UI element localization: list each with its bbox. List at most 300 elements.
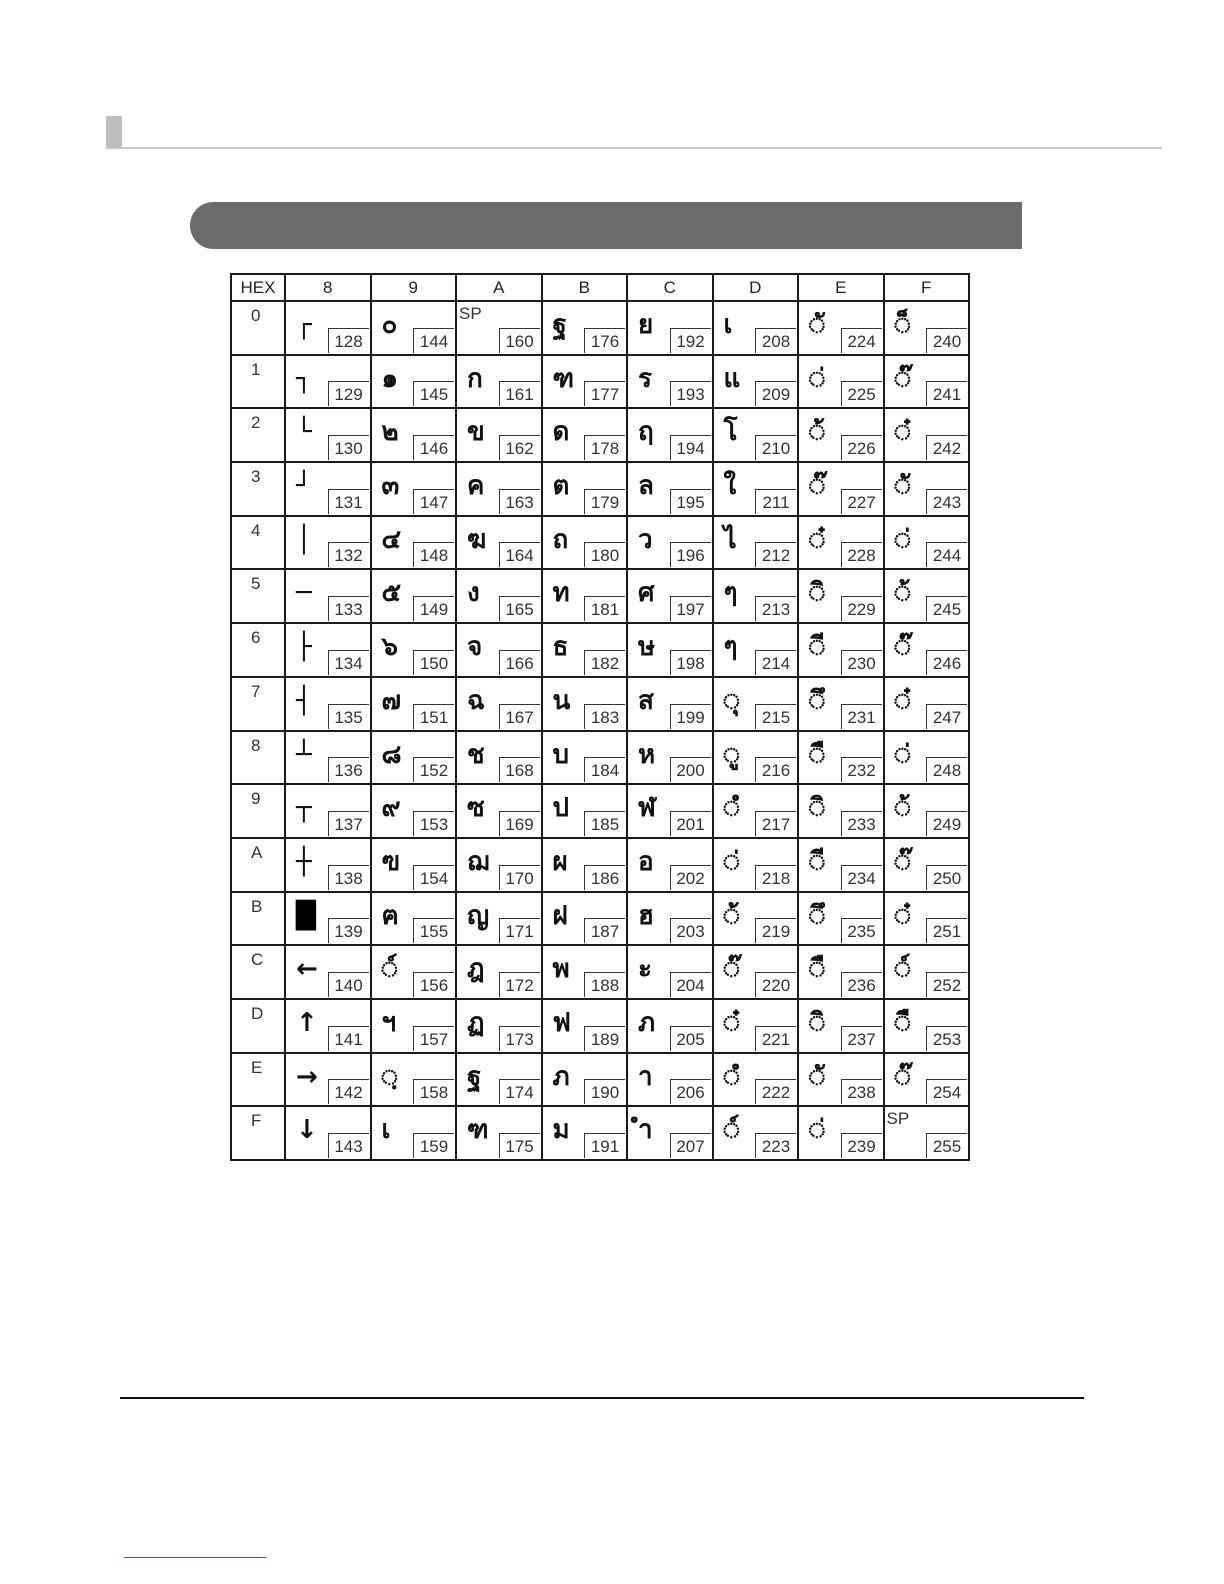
character-glyph: ◌ึ: [809, 900, 825, 931]
code-cell: [713, 623, 799, 677]
row-header: [231, 731, 285, 785]
character-glyph: ๗: [381, 685, 402, 716]
code-cell: [798, 355, 884, 409]
code-cell: [371, 838, 457, 892]
decimal-code: 174: [499, 1079, 540, 1104]
code-cell: [542, 462, 628, 516]
character-glyph: บ: [552, 739, 570, 770]
code-cell: [285, 355, 371, 409]
decimal-code: 224: [841, 328, 882, 353]
character-glyph: ┐: [296, 363, 312, 394]
code-cell: [371, 892, 457, 946]
character-glyph: ◌่: [894, 739, 911, 770]
code-cell: [884, 1106, 970, 1160]
code-cell: [456, 569, 542, 623]
character-glyph: ท: [552, 578, 570, 609]
code-cell: [627, 677, 713, 731]
decimal-code: 187: [584, 918, 625, 943]
character-glyph: ๑: [381, 363, 399, 394]
character-glyph: ◌ุ: [723, 685, 740, 716]
character-glyph: ◌๊: [894, 846, 911, 877]
character-glyph: ┌: [296, 310, 312, 340]
decimal-code: 196: [670, 542, 711, 567]
code-cell: [285, 301, 371, 355]
code-cell: [542, 892, 628, 946]
character-glyph: อ: [638, 846, 654, 877]
decimal-code: 154: [413, 865, 454, 890]
code-cell: [456, 462, 542, 516]
character-glyph: ถ: [552, 524, 569, 555]
character-glyph: แ: [723, 363, 741, 394]
code-cell: [285, 516, 371, 570]
decimal-code: 172: [499, 972, 540, 997]
code-cell: [542, 408, 628, 462]
decimal-code: 184: [584, 757, 625, 782]
decimal-code: 210: [755, 435, 796, 460]
character-glyph: ฝ: [552, 900, 568, 931]
code-cell: [713, 731, 799, 785]
character-glyph: │: [296, 524, 312, 555]
decimal-code: 129: [328, 381, 369, 406]
decimal-code: 190: [584, 1079, 625, 1104]
decimal-code: 139: [328, 918, 369, 943]
character-glyph: ย: [638, 310, 654, 340]
row-header-label: 2: [251, 413, 261, 433]
decimal-code: 167: [499, 704, 540, 729]
character-glyph: ◌ึ: [809, 685, 825, 716]
character-glyph: ภ: [638, 1007, 656, 1038]
character-glyph: ฏ: [467, 1007, 485, 1038]
table-row: [231, 892, 969, 946]
code-cell: [371, 945, 457, 999]
code-cell: [285, 784, 371, 838]
decimal-code: 143: [328, 1133, 369, 1158]
row-header: [231, 945, 285, 999]
code-cell: [542, 677, 628, 731]
character-glyph: ◌ู: [723, 739, 740, 770]
code-cell: [285, 623, 371, 677]
code-cell: [884, 569, 970, 623]
code-cell: [713, 569, 799, 623]
code-cell: [884, 784, 970, 838]
row-header-label: B: [251, 896, 263, 916]
character-glyph: ๙: [381, 793, 401, 824]
decimal-code: 221: [755, 1026, 796, 1051]
code-cell: [798, 731, 884, 785]
decimal-code: 247: [926, 704, 967, 729]
code-cell: [456, 731, 542, 785]
character-glyph: ฐ: [552, 310, 567, 340]
code-cell: [884, 516, 970, 570]
decimal-code: 236: [841, 972, 882, 997]
code-cell: [798, 945, 884, 999]
decimal-code: 145: [413, 381, 454, 406]
character-glyph: ◌่: [809, 363, 825, 394]
decimal-code: 245: [926, 596, 967, 621]
character-glyph: ฅ: [381, 900, 399, 931]
row-header: [231, 784, 285, 838]
character-glyph: ←: [296, 954, 318, 985]
code-cell: [713, 892, 799, 946]
decimal-code: 173: [499, 1026, 540, 1051]
row-header: [231, 892, 285, 946]
decimal-code: 168: [499, 757, 540, 782]
character-glyph: ◌ั: [809, 310, 825, 340]
decimal-code: 180: [584, 542, 625, 567]
code-cell: [627, 355, 713, 409]
decimal-code: 203: [670, 918, 711, 943]
code-cell: [285, 1053, 371, 1107]
code-cell: [371, 355, 457, 409]
character-glyph: ◌้: [894, 793, 911, 824]
code-cell: [713, 1106, 799, 1160]
character-glyph: ฎ: [467, 954, 485, 985]
decimal-code: 246: [926, 650, 967, 675]
decimal-code: 226: [841, 435, 882, 460]
character-glyph: ำ: [638, 1115, 653, 1146]
decimal-code: 216: [755, 757, 796, 782]
decimal-code: 253: [926, 1026, 967, 1051]
character-glyph: ◌ี: [809, 632, 825, 663]
character-glyph: ว: [638, 524, 653, 555]
code-cell: [798, 408, 884, 462]
character-glyph: ญ: [467, 900, 490, 931]
decimal-code: 237: [841, 1026, 882, 1051]
code-cell: [627, 1106, 713, 1160]
decimal-code: 214: [755, 650, 796, 675]
character-glyph: ◌้: [809, 417, 825, 448]
decimal-code: 186: [584, 865, 625, 890]
decimal-code: 156: [413, 972, 454, 997]
code-cell: [371, 623, 457, 677]
code-cell: [542, 838, 628, 892]
row-header: [231, 462, 285, 516]
decimal-code: 220: [755, 972, 796, 997]
code-cell: [542, 1053, 628, 1107]
character-glyph: └: [296, 417, 312, 448]
character-glyph: ◌๊: [894, 363, 911, 394]
decimal-code: 185: [584, 811, 625, 836]
row-header: [231, 569, 285, 623]
row-header-label: 9: [251, 789, 261, 809]
decimal-code: 229: [841, 596, 882, 621]
decimal-code: 211: [755, 489, 796, 514]
character-glyph: ฐ: [467, 1061, 482, 1092]
code-cell: [542, 731, 628, 785]
row-header: [231, 1053, 285, 1107]
code-cell: [798, 838, 884, 892]
character-glyph: ฮ: [638, 900, 654, 931]
decimal-code: 177: [584, 381, 625, 406]
character-glyph: ◌๋: [894, 900, 911, 931]
code-cell: [798, 784, 884, 838]
code-cell: [456, 677, 542, 731]
character-glyph: ↓: [296, 1115, 318, 1146]
decimal-code: 205: [670, 1026, 711, 1051]
character-glyph: จ: [467, 632, 483, 663]
decimal-code: 162: [499, 435, 540, 460]
column-header: F: [884, 274, 970, 301]
column-header: E: [798, 274, 884, 301]
row-header: [231, 623, 285, 677]
decimal-code: 230: [841, 650, 882, 675]
character-glyph: ข: [467, 417, 485, 448]
decimal-code: 198: [670, 650, 711, 675]
decimal-code: 165: [499, 596, 540, 621]
code-cell: [285, 892, 371, 946]
character-glyph: ◌์: [381, 954, 398, 985]
hex-corner-header: HEX: [231, 274, 285, 301]
decimal-code: 171: [499, 918, 540, 943]
code-cell: [456, 516, 542, 570]
code-cell: [285, 945, 371, 999]
code-cell: [627, 999, 713, 1053]
row-header-label: A: [251, 842, 263, 862]
code-cell: [542, 301, 628, 355]
character-glyph: ◌๋: [894, 417, 911, 448]
character-glyph: ◌๋: [809, 524, 825, 555]
code-cell: [371, 1053, 457, 1107]
decimal-code: 215: [755, 704, 796, 729]
decimal-code: 200: [670, 757, 711, 782]
character-glyph: ┘: [296, 471, 312, 502]
row-header: [231, 516, 285, 570]
code-cell: [456, 1053, 542, 1107]
character-glyph: ↑: [296, 1007, 318, 1038]
code-cell: [798, 623, 884, 677]
code-cell: [713, 838, 799, 892]
decimal-code: 249: [926, 811, 967, 836]
code-cell: [798, 1106, 884, 1160]
code-cell: [798, 462, 884, 516]
character-glyph: ฑ: [552, 363, 575, 394]
decimal-code: 155: [413, 918, 454, 943]
row-header-label: F: [251, 1111, 262, 1131]
character-glyph: ฟ: [552, 1007, 571, 1038]
code-cell: [627, 1053, 713, 1107]
decimal-code: 252: [926, 972, 967, 997]
decimal-code: 146: [413, 435, 454, 460]
character-glyph: ฆ: [467, 524, 487, 555]
code-cell: [884, 623, 970, 677]
code-cell: [798, 892, 884, 946]
code-cell: [285, 838, 371, 892]
section-marker: [106, 116, 122, 148]
character-glyph: ◌๋: [723, 1007, 740, 1038]
decimal-code: 152: [413, 757, 454, 782]
code-cell: [713, 462, 799, 516]
code-cell: [542, 516, 628, 570]
decimal-code: 242: [926, 435, 967, 460]
column-header: B: [542, 274, 628, 301]
code-cell: [798, 301, 884, 355]
code-cell: [371, 301, 457, 355]
code-cell: [884, 945, 970, 999]
decimal-code: 195: [670, 489, 711, 514]
character-glyph: ป: [552, 793, 570, 824]
character-glyph: ซ: [467, 793, 485, 824]
row-header-label: 8: [251, 735, 261, 755]
row-header: [231, 677, 285, 731]
decimal-code: 142: [328, 1079, 369, 1104]
code-cell: [285, 999, 371, 1053]
row-header-label: 1: [251, 359, 261, 379]
table-row: [231, 408, 969, 462]
table-row: [231, 945, 969, 999]
code-cell: [713, 516, 799, 570]
decimal-code: 199: [670, 704, 711, 729]
row-header: [231, 838, 285, 892]
table-row: [231, 1053, 969, 1107]
decimal-code: 204: [670, 972, 711, 997]
code-cell: [285, 462, 371, 516]
character-glyph: ◌ื: [809, 954, 825, 985]
decimal-code: 134: [328, 650, 369, 675]
code-cell: [713, 677, 799, 731]
code-cell: [542, 784, 628, 838]
decimal-code: 161: [499, 381, 540, 406]
code-cell: [371, 516, 457, 570]
character-glyph: ฤ: [638, 417, 654, 448]
character-glyph: ศ: [638, 578, 655, 609]
table-header-row: [231, 274, 969, 301]
code-cell: [627, 408, 713, 462]
code-cell: [456, 408, 542, 462]
table-row: [231, 838, 969, 892]
character-glyph: ◌่: [809, 1115, 825, 1146]
character-glyph: ◌์: [894, 954, 911, 985]
code-cell: [456, 1106, 542, 1160]
decimal-code: 144: [413, 328, 454, 353]
code-cell: [884, 301, 970, 355]
code-cell: [285, 731, 371, 785]
code-cell: [713, 1053, 799, 1107]
character-glyph: ๓: [381, 471, 400, 502]
code-cell: [713, 408, 799, 462]
code-cell: [456, 999, 542, 1053]
code-page-title-bar: [190, 202, 1022, 249]
code-cell: [371, 784, 457, 838]
row-header-label: 0: [251, 306, 261, 325]
decimal-code: 238: [841, 1079, 882, 1104]
character-glyph: ◌ื: [894, 1007, 911, 1038]
decimal-code: 233: [841, 811, 882, 836]
code-cell: [798, 569, 884, 623]
decimal-code: 141: [328, 1026, 369, 1051]
decimal-code: 254: [926, 1079, 967, 1104]
decimal-code: 182: [584, 650, 625, 675]
code-cell: [542, 1106, 628, 1160]
character-glyph: ๘: [381, 739, 402, 770]
character-glyph: ฑ: [467, 1115, 489, 1146]
character-glyph: █: [296, 900, 316, 931]
row-header: [231, 999, 285, 1053]
character-glyph: ะ: [638, 954, 652, 985]
code-cell: [285, 1106, 371, 1160]
character-glyph: ┬: [296, 793, 312, 824]
decimal-code: 136: [328, 757, 369, 782]
decimal-code: 241: [926, 381, 967, 406]
row-header-label: 6: [251, 628, 261, 648]
table-row: [231, 623, 969, 677]
code-cell: [371, 999, 457, 1053]
decimal-code: 147: [413, 489, 454, 514]
character-glyph: ┴: [296, 739, 312, 770]
decimal-code: 227: [841, 489, 882, 514]
character-glyph: ๐: [381, 310, 398, 340]
character-glyph: ◌ิ: [809, 1007, 825, 1038]
code-cell: [542, 945, 628, 999]
character-glyph: ◌๊: [894, 1061, 911, 1092]
decimal-code: 243: [926, 489, 967, 514]
section-divider: [106, 147, 1162, 149]
character-glyph: ภ: [552, 1061, 570, 1092]
decimal-code: 158: [413, 1079, 454, 1104]
code-cell: [627, 569, 713, 623]
decimal-code: 148: [413, 542, 454, 567]
character-glyph: ◌็: [894, 310, 911, 340]
character-glyph: เ: [723, 310, 733, 340]
row-header: [231, 355, 285, 409]
decimal-code: 218: [755, 865, 796, 890]
character-glyph: ๒: [381, 417, 399, 448]
character-glyph: ┼: [296, 846, 312, 877]
character-glyph: ◌ฺ: [381, 1061, 398, 1092]
code-cell: [884, 999, 970, 1053]
code-cell: [713, 301, 799, 355]
decimal-code: 157: [413, 1026, 454, 1051]
code-cell: [884, 462, 970, 516]
code-cell: [627, 462, 713, 516]
character-glyph: ๖: [381, 632, 399, 663]
decimal-code: 197: [670, 596, 711, 621]
decimal-code: 140: [328, 972, 369, 997]
table-row: [231, 677, 969, 731]
character-glyph: ◌๊: [894, 632, 911, 663]
character-code-table: [230, 273, 970, 1161]
character-glyph: SP: [459, 304, 482, 323]
character-glyph: ก: [467, 363, 483, 394]
code-cell: [627, 516, 713, 570]
code-cell: [627, 784, 713, 838]
character-glyph: ฌ: [467, 846, 490, 877]
code-cell: [456, 892, 542, 946]
character-glyph: ◌๊: [723, 954, 740, 985]
code-cell: [884, 1053, 970, 1107]
table-row: [231, 355, 969, 409]
table-row: [231, 999, 969, 1053]
decimal-code: 217: [755, 811, 796, 836]
decimal-code: 164: [499, 542, 540, 567]
code-cell: [371, 731, 457, 785]
character-glyph: ฯ: [381, 1007, 397, 1038]
decimal-code: 191: [584, 1133, 625, 1158]
decimal-code: 213: [755, 596, 796, 621]
character-glyph: ◌ํ: [723, 793, 740, 824]
decimal-code: 240: [926, 328, 967, 353]
character-glyph: ◌้: [894, 578, 911, 609]
decimal-code: 235: [841, 918, 882, 943]
code-cell: [884, 677, 970, 731]
decimal-code: 150: [413, 650, 454, 675]
character-glyph: ค: [467, 471, 485, 502]
decimal-code: 188: [584, 972, 625, 997]
code-cell: [884, 892, 970, 946]
character-glyph: ๆ: [723, 632, 738, 663]
decimal-code: 181: [584, 596, 625, 621]
decimal-code: 170: [499, 865, 540, 890]
decimal-code: 207: [670, 1133, 711, 1158]
